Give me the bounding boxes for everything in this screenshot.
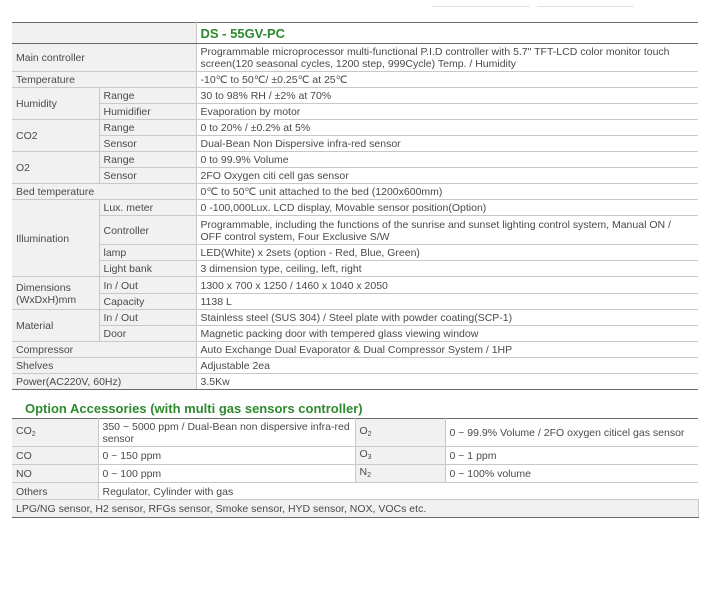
spec-row-shelves (12, 358, 698, 374)
option-n2-value: 0 ~ 100% volume (445, 465, 698, 483)
spec-row-illumination-controller (12, 216, 698, 245)
option-row-co-o3 (12, 447, 698, 465)
compressor-value: Auto Exchange Dual Evaporator & Dual Compressor System / 1HP (196, 342, 698, 358)
option-row-no-n2 (12, 465, 698, 483)
spec-row-o2-range (12, 152, 698, 168)
illumination-controller-value: Programmable, including the functions of the sunrise and sunset lighting control system, Manual ON / OFF control system, Four Exclusive S/W (196, 216, 698, 245)
bed-temperature-value: 0℃ to 50℃ unit attached to the bed (1200x600mm) (196, 184, 698, 200)
o2-range-label: Range (99, 152, 196, 168)
spec-row-power (12, 374, 698, 390)
o2-sensor-label: Sensor (99, 168, 196, 184)
co2-sensor-value: Dual-Bean Non Dispersive infra-red sensor (196, 136, 698, 152)
model-name: DS - 55GV-PC (196, 23, 698, 44)
dimensions-inout-label: In / Out (99, 277, 196, 294)
light-bank-label: Light bank (99, 261, 196, 277)
spec-row-bed-temperature (12, 184, 698, 200)
main-controller-label: Main controller (12, 44, 196, 72)
o2-sensor-value: 2FO Oxygen citi cell gas sensor (196, 168, 698, 184)
option-sensors-line: LPG/NG sensor, H2 sensor, RFGs sensor, Smoke sensor, HYD sensor, NOX, VOCs etc. (12, 500, 698, 518)
shelves-value: Adjustable 2ea (196, 358, 698, 374)
spec-row-material (12, 310, 698, 326)
temperature-label: Temperature (12, 72, 196, 88)
option-others-label: Others (12, 483, 98, 500)
compressor-label: Compressor (12, 342, 196, 358)
co2-sensor-label: Sensor (99, 136, 196, 152)
spec-row-co2-sensor (12, 136, 698, 152)
humidity-label: Humidity (12, 88, 99, 120)
material-inout-label: In / Out (99, 310, 196, 326)
dimensions-label-line1: Dimensions (16, 281, 71, 294)
lux-meter-value: 0 -100,000Lux. LCD display, Movable sensor position(Option) (196, 200, 698, 216)
option-no-label: NO (12, 465, 98, 483)
header-divider-left (432, 6, 530, 7)
spec-row-dimensions (12, 277, 698, 294)
spec-row-lux-meter (12, 200, 698, 216)
option-n2-label: $N_2$ (355, 465, 445, 483)
power-label: Power(AC220V, 60Hz) (12, 374, 196, 390)
dimensions-inout-value: 1300 x 700 x 1250 / 1460 x 1040 x 2050 (196, 277, 698, 294)
temperature-value: -10℃ to 50℃/ ±0.25℃ at 25℃ (196, 72, 698, 88)
option-others-value: Regulator, Cylinder with gas (98, 483, 698, 500)
humidifier-label: Humidifier (99, 104, 196, 120)
option-accessories-table (12, 418, 699, 518)
shelves-label: Shelves (12, 358, 196, 374)
option-row-sensors (12, 500, 698, 518)
dimensions-label (12, 277, 99, 310)
lux-meter-label: Lux. meter (99, 200, 196, 216)
light-bank-value: 3 dimension type, ceiling, left, right (196, 261, 698, 277)
option-o2-value: 0 ~ 99.9% Volume / 2FO oxygen citicel gas sensor (445, 419, 698, 447)
spec-table (12, 22, 698, 390)
spec-row-main-controller (12, 44, 698, 72)
option-o3-value: 0 ~ 1 ppm (445, 447, 698, 465)
option-o2-label: $O_2$ (355, 419, 445, 447)
main-controller-value: Programmable microprocessor multi-functional P.I.D controller with 5.7" TFT-LCD color monitor touch screen(120 seasonal cycles, 1200 step, 999Cycle) Temp. / Humidity (196, 44, 698, 72)
o2-label: O2 (12, 152, 99, 184)
illumination-controller-label: Controller (99, 216, 196, 245)
lamp-value: LED(White) x 2sets (option - Red, Blue, Green) (196, 245, 698, 261)
capacity-value: 1138 L (196, 294, 698, 310)
humidifier-value: Evaporation by motor (196, 104, 698, 120)
option-accessories-title: Option Accessories (with multi gas sensors controller) (25, 401, 363, 416)
option-no-value: 0 ~ 100 ppm (98, 465, 355, 483)
door-value: Magnetic packing door with tempered glass viewing window (196, 326, 698, 342)
lamp-label: lamp (99, 245, 196, 261)
spec-row-door (12, 326, 698, 342)
spec-row-capacity (12, 294, 698, 310)
humidity-range-value: 30 to 98% RH / ±2% at 70% (196, 88, 698, 104)
power-value: 3.5Kw (196, 374, 698, 390)
o2-range-value: 0 to 99.9% Volume (196, 152, 698, 168)
option-row-co2-o2 (12, 419, 698, 447)
dimensions-label-line2: (WxDxH)mm (16, 293, 77, 306)
option-row-others (12, 483, 698, 500)
material-inout-value: Stainless steel (SUS 304) / Steel plate with powder coating(SCP-1) (196, 310, 698, 326)
co2-label: CO2 (12, 120, 99, 152)
spec-row-lamp (12, 245, 698, 261)
capacity-label: Capacity (99, 294, 196, 310)
option-co2-label: $CO_2$ (12, 419, 98, 447)
co2-range-value: 0 to 20% / ±0.2% at 5% (196, 120, 698, 136)
bed-temperature-label: Bed temperature (12, 184, 196, 200)
illumination-label: Illumination (12, 200, 99, 277)
option-o3-label: $O_3$ (355, 447, 445, 465)
spec-row-temperature (12, 72, 698, 88)
humidity-range-label: Range (99, 88, 196, 104)
door-label: Door (99, 326, 196, 342)
header-divider-right (537, 6, 634, 7)
spec-row-co2-range (12, 120, 698, 136)
co2-range-label: Range (99, 120, 196, 136)
spec-header-row (12, 23, 698, 44)
material-label: Material (12, 310, 99, 342)
option-co-value: 0 ~ 150 ppm (98, 447, 355, 465)
spec-row-light-bank (12, 261, 698, 277)
spec-row-humidity-range (12, 88, 698, 104)
spec-row-o2-sensor (12, 168, 698, 184)
option-co-label: CO (12, 447, 98, 465)
spec-row-humidifier (12, 104, 698, 120)
option-co2-value: 350 ~ 5000 ppm / Dual-Bean non dispersive infra-red sensor (98, 419, 355, 447)
spec-row-compressor (12, 342, 698, 358)
